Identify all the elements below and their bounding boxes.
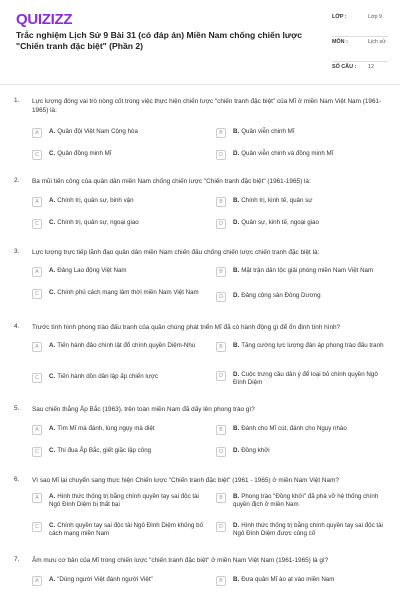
option-d[interactable] — [216, 219, 386, 229]
option-d[interactable] — [216, 292, 386, 302]
question-number: 7. — [14, 556, 20, 563]
option-text: D. Đồng khởi — [233, 447, 270, 454]
option-letter-box: C — [32, 219, 42, 229]
option-b[interactable] — [216, 197, 386, 207]
option-text: C. Chính phủ cách mạng lâm thời miền Nam Việt Nam — [49, 289, 199, 296]
option-letter-box: D — [216, 219, 226, 229]
option-a[interactable] — [32, 128, 202, 138]
meta-value: Lớp 9 — [368, 14, 383, 20]
option-text: B. Tăng cường lực lượng đàn áp phong trào đấu tranh — [233, 342, 384, 349]
option-c[interactable] — [32, 447, 202, 457]
option-letter-box: A — [32, 197, 42, 207]
option-d[interactable] — [216, 522, 390, 538]
worksheet-header — [0, 0, 400, 82]
meta-table — [332, 12, 388, 76]
option-text: B. Phong trào "Đồng khởi" đã phá vỡ hệ thống chính quyền địch ở miền Nam — [233, 493, 379, 508]
question-2 — [14, 177, 390, 239]
option-a[interactable] — [32, 342, 202, 352]
question-text: Sau chiến thắng Ấp Bắc (1963), trên toàn miền Nam đã dấy lên phong trào gì? — [32, 406, 255, 413]
question-4 — [14, 323, 390, 397]
option-letter-box: A — [32, 576, 42, 586]
question-text: Lực lượng đóng vai trò nòng cốt trong việc thực hiện chiến lược "chiến tranh đặc biệt" của Mĩ ở miền Nam Việt Nam (1961-1965) là: — [32, 98, 382, 114]
option-letter-box: C — [32, 150, 42, 160]
option-text: C. Chính quyền tay sai độc tài Ngô Đình Diệm khủng bố cách mạng miền Nam — [49, 522, 204, 537]
option-letter-box: C — [32, 447, 42, 457]
option-letter-box: B — [216, 425, 226, 435]
option-c[interactable] — [32, 150, 202, 160]
meta-value: Lịch sử — [368, 39, 386, 45]
quizizz-logo: QUIZIZZ — [16, 11, 73, 28]
question-text: Âm mưu cơ bản của Mĩ trong chiến lược "chiến tranh đặc biệt" ở miền Nam Việt Nam (1961-1965) là gì? — [32, 557, 329, 564]
option-text: A. "Dùng người Việt đánh người Việt" — [49, 576, 153, 583]
question-text: Ba mũi tiến công của quân dân miền Nam chống chiến lược "Chiến tranh đặc biệt" (1961-1965) là: — [32, 178, 311, 185]
option-text: C. Thi đua Ấp Bắc, giết giặc lập công — [49, 447, 152, 454]
option-text: B. Chính trị, kinh tế, quân sự — [233, 197, 313, 204]
option-text: B. Đưa quân Mĩ ào ạt vào miền Nam — [233, 576, 335, 583]
option-letter-box: B — [216, 128, 226, 138]
question-number: 6. — [14, 476, 20, 483]
option-letter-box: C — [32, 289, 42, 299]
option-letter-box: A — [32, 342, 42, 352]
option-letter-box: D — [216, 150, 226, 160]
option-letter-box: B — [216, 493, 226, 503]
question-6 — [14, 476, 390, 548]
option-text: A. Tìm Mĩ mà đánh, lùng ngụy mà diệt — [49, 425, 155, 432]
option-c[interactable] — [32, 373, 202, 383]
meta-row-class — [332, 12, 388, 37]
question-number: 1. — [14, 97, 20, 104]
question-number: 4. — [14, 323, 20, 330]
option-letter-box: D — [216, 371, 226, 381]
option-text: B. Đánh cho Mĩ cút, đánh cho Ngụy nhào — [233, 425, 347, 432]
option-text: A. Đảng Lao động Việt Nam — [49, 267, 127, 274]
option-text: C. Chính trị, quân sự, ngoại giao — [49, 219, 139, 226]
question-7 — [14, 556, 390, 600]
option-b[interactable] — [216, 425, 386, 435]
option-b[interactable] — [216, 493, 390, 509]
option-d[interactable] — [216, 447, 386, 457]
option-a[interactable] — [32, 267, 202, 277]
option-letter-box: B — [216, 267, 226, 277]
option-letter-box: A — [32, 425, 42, 435]
option-a[interactable] — [32, 576, 202, 586]
meta-key: LỚP : — [332, 14, 347, 20]
question-number: 5. — [14, 405, 20, 412]
option-d[interactable] — [216, 150, 386, 160]
option-a[interactable] — [32, 425, 202, 435]
option-c[interactable] — [32, 219, 202, 229]
option-letter-box: A — [32, 128, 42, 138]
option-text: B. Mặt trận dân tộc giải phóng miền Nam Việt Nam — [233, 267, 374, 274]
option-text: C. Quân đồng minh Mĩ — [49, 150, 112, 157]
page-title: Trắc nghiệm Lịch Sử 9 Bài 31 (có đáp án) Miền Nam chống chiến lược "Chiến tranh đặc biệt" (Phần 2) — [16, 30, 302, 51]
option-text: C. Tiến hành dồn dân lập ấp chiến lược — [49, 373, 159, 380]
meta-key: MÔN : — [332, 39, 348, 45]
option-text: D. Hình thức thống trị bằng chính quyền tay sai độc tài Ngô Đình Diệm được củng cố — [233, 522, 383, 537]
option-text: D. Cuộc trưng cầu dân ý để loại bỏ chính quyền Ngô Đình Diệm — [233, 371, 378, 386]
option-letter-box: B — [216, 342, 226, 352]
option-a[interactable] — [32, 493, 208, 509]
option-text: B. Quân viễn chinh Mĩ — [233, 128, 295, 135]
option-text: D. Đảng cộng sản Đông Dương — [233, 292, 321, 299]
option-letter-box: D — [216, 292, 226, 302]
option-d[interactable] — [216, 371, 386, 387]
question-text: Vì sao Mĩ lại chuyển sang thực hiện Chiến lược "Chiến tranh đặc biệt" (1961 - 1965) ở miền Nam Việt Nam? — [32, 477, 339, 484]
header-divider — [0, 84, 400, 85]
option-letter-box: D — [216, 522, 226, 532]
question-3 — [14, 248, 390, 314]
meta-row-subject — [332, 37, 388, 62]
option-c[interactable] — [32, 289, 202, 299]
question-text: Lực lượng trực tiếp lãnh đạo quân dân miền Nam chiến đấu chống chiến lược chiến tranh đặc biệt là: — [32, 249, 320, 256]
question-number: 2. — [14, 177, 20, 184]
meta-key: SỐ CÂU : — [332, 64, 357, 70]
option-b[interactable] — [216, 342, 386, 352]
option-letter-box: C — [32, 522, 42, 532]
option-text: D. Quân sự, kinh tế, ngoại giao — [233, 219, 319, 226]
option-letter-box: A — [32, 267, 42, 277]
option-text: A. Quân đội Việt Nam Cộng hòa — [49, 128, 138, 135]
option-letter-box: C — [32, 373, 42, 383]
option-letter-box: A — [32, 493, 42, 503]
question-5 — [14, 405, 390, 467]
meta-row-count — [332, 62, 388, 76]
option-b[interactable] — [216, 576, 386, 586]
option-text: A. Chính trị, quân sự, binh vận — [49, 197, 134, 204]
option-text: D. Quân viễn chinh và đồng minh Mĩ — [233, 150, 334, 157]
option-letter-box: D — [216, 447, 226, 457]
option-a[interactable] — [32, 197, 202, 207]
option-b[interactable] — [216, 128, 386, 138]
option-letter-box: B — [216, 576, 226, 586]
option-text: A. Tiến hành đảo chính lật đổ chính quyền Diệm-Nhu — [49, 342, 196, 349]
question-text: Trước tình hình phong trào đấu tranh của quần chúng phát triển Mĩ đã có hành động gì để ổn định tình hình? — [32, 324, 341, 331]
question-1 — [14, 97, 390, 167]
option-c[interactable] — [32, 522, 208, 538]
option-letter-box: B — [216, 197, 226, 207]
option-b[interactable] — [216, 267, 390, 277]
question-number: 3. — [14, 248, 20, 255]
option-text: A. Hình thức thống trị bằng chính quyền tay sai độc tài Ngô Đình Diệm bị thất bại — [49, 493, 199, 508]
meta-value: 12 — [368, 64, 374, 70]
